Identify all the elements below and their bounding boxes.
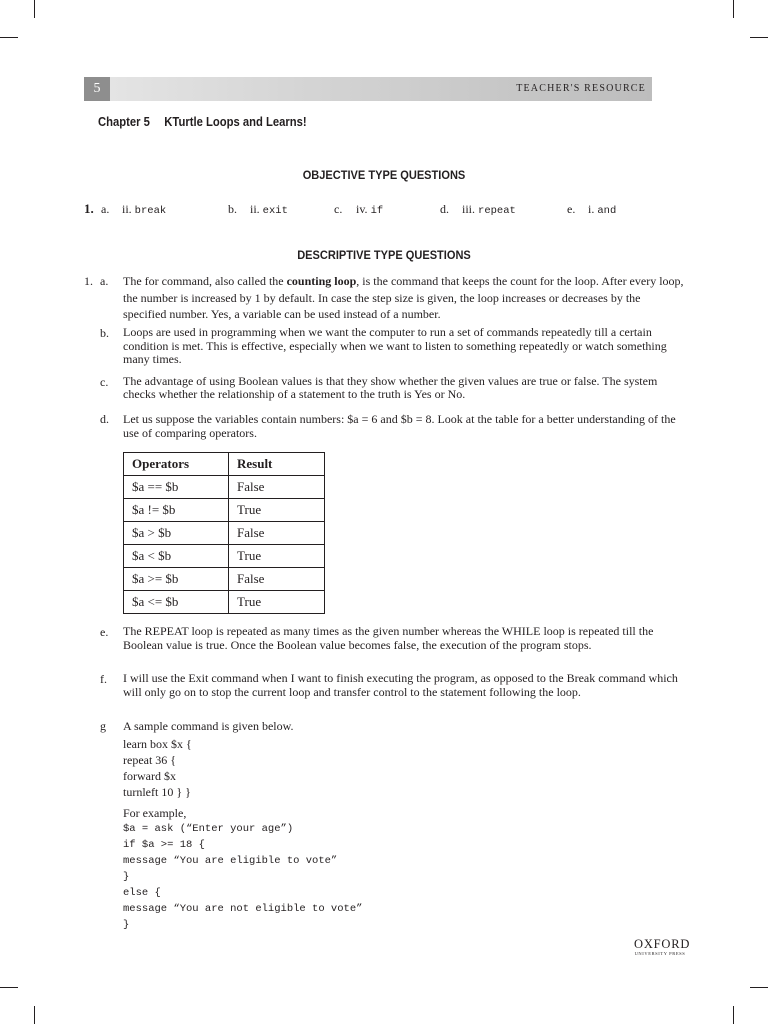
sample-command-line: turnleft 10 } } — [123, 785, 191, 799]
chapter-title — [98, 115, 307, 129]
answer-letter-b: b. — [100, 326, 109, 340]
table-cell: True — [229, 499, 325, 522]
table-header-cell: Operators — [124, 453, 229, 476]
descriptive-question-number: 1. — [84, 274, 93, 288]
example-label: For example, — [123, 806, 187, 820]
objective-answer-value: iii. repeat — [462, 202, 516, 217]
page-number: 5 — [84, 77, 110, 101]
table-header-cell: Result — [229, 453, 325, 476]
objective-answer-value: ii. break — [122, 202, 167, 217]
table-cell: $a > $b — [124, 522, 229, 545]
example-code-line: else { — [123, 887, 161, 899]
crop-mark — [750, 37, 768, 38]
answer-letter-c: c. — [100, 375, 109, 389]
chapter-number: Chapter 5 — [98, 115, 150, 129]
crop-mark — [34, 1006, 35, 1024]
table-row — [124, 591, 325, 614]
objective-answer: c. — [334, 202, 343, 216]
table-cell: $a == $b — [124, 476, 229, 499]
answer-a-text: The for command, also called the counting loop, is the command that keeps the count for the loop. After every loop, the number is increased by 1 by default. In case the step size is given, the loop increases or decreases by the specified number. Yes, a variable can be used instead of a number. — [123, 274, 684, 321]
table-cell: False — [229, 568, 325, 591]
answer-letter-e: e. — [100, 625, 109, 639]
objective-answer-value: iv. if — [356, 202, 384, 217]
answer-letter-a: a. — [100, 274, 109, 288]
objective-answer-value: i. and — [588, 202, 617, 217]
table-row — [124, 499, 325, 522]
answer-letter-d: d. — [100, 412, 109, 426]
example-code-line: message “You are not eligible to vote” — [123, 903, 363, 915]
table-row — [124, 476, 325, 499]
descriptive-heading: DESCRIPTIVE TYPE QUESTIONS — [297, 248, 471, 262]
answer-e-text: The REPEAT loop is repeated as many times as the given number whereas the WHILE loop is repeated till the Boolean value is true. Once the Boolean value becomes false, the execution of the program stops. — [123, 624, 654, 652]
example-code-line: $a = ask (“Enter your age”) — [123, 823, 294, 835]
objective-answer-value: ii. exit — [250, 202, 288, 217]
answer-f-text: I will use the Exit command when I want to finish executing the program, as opposed to the Break command which will only go on to stop the current loop and transfer control to the statement following the loop. — [123, 671, 678, 699]
comparison-operators-table — [123, 452, 325, 614]
objective-answer: b. — [228, 202, 237, 216]
answer-g-intro: A sample command is given below. — [123, 719, 294, 733]
publisher-name: OXFORD — [634, 937, 691, 951]
publisher-subtitle: UNIVERSITY PRESS — [634, 951, 686, 956]
crop-mark — [733, 1006, 734, 1024]
answer-c-text: The advantage of using Boolean values is that they show whether the given values are true or false. The system checks whether the relationship of a statement to the truth is Yes or No. — [123, 374, 658, 401]
header-label: TEACHER'S RESOURCE — [516, 83, 646, 94]
sample-command-line: learn box $x { — [123, 737, 192, 751]
crop-mark — [733, 0, 734, 18]
table-cell: True — [229, 545, 325, 568]
table-cell: $a != $b — [124, 499, 229, 522]
table-cell: True — [229, 591, 325, 614]
table-row — [124, 545, 325, 568]
table-cell: False — [229, 522, 325, 545]
table-cell: False — [229, 476, 325, 499]
example-code-line: message “You are eligible to vote” — [123, 855, 338, 867]
objective-answer: a. — [101, 202, 110, 216]
example-code-line: } — [123, 919, 130, 931]
objective-heading: OBJECTIVE TYPE QUESTIONS — [302, 168, 466, 182]
publisher-logo — [634, 937, 691, 956]
chapter-name: KTurtle Loops and Learns! — [164, 115, 307, 129]
crop-mark — [34, 0, 35, 18]
crop-mark — [0, 987, 18, 988]
objective-question-number: 1. — [84, 201, 94, 216]
sample-command-line: repeat 36 { — [123, 753, 177, 767]
table-cell: $a < $b — [124, 545, 229, 568]
objective-answer: e. — [567, 202, 576, 216]
example-code-line: } — [123, 871, 130, 883]
table-row — [124, 522, 325, 545]
crop-mark — [750, 987, 768, 988]
answer-letter-f: f. — [100, 672, 107, 686]
table-cell: $a >= $b — [124, 568, 229, 591]
answer-d-text: Let us suppose the variables contain numbers: $a = 6 and $b = 8. Look at the table for a better understanding of the use of comparing operators. — [123, 412, 676, 440]
header-banner — [84, 77, 652, 101]
table-row — [124, 568, 325, 591]
answer-letter-g: g — [100, 719, 106, 733]
answer-b-text: Loops are used in programming when we want the computer to run a set of commands repeatedly till a certain condition is met. This is effective, especially when we want to listen to something repeatedly or watch something many times. — [123, 325, 667, 366]
counting-loop-term: counting loop — [286, 274, 357, 288]
objective-answer: d. — [440, 202, 449, 216]
table-header-row — [124, 453, 325, 476]
crop-mark — [0, 37, 18, 38]
sample-command-line: forward $x — [123, 769, 176, 783]
example-code-line: if $a >= 18 { — [123, 839, 205, 851]
table-cell: $a <= $b — [124, 591, 229, 614]
